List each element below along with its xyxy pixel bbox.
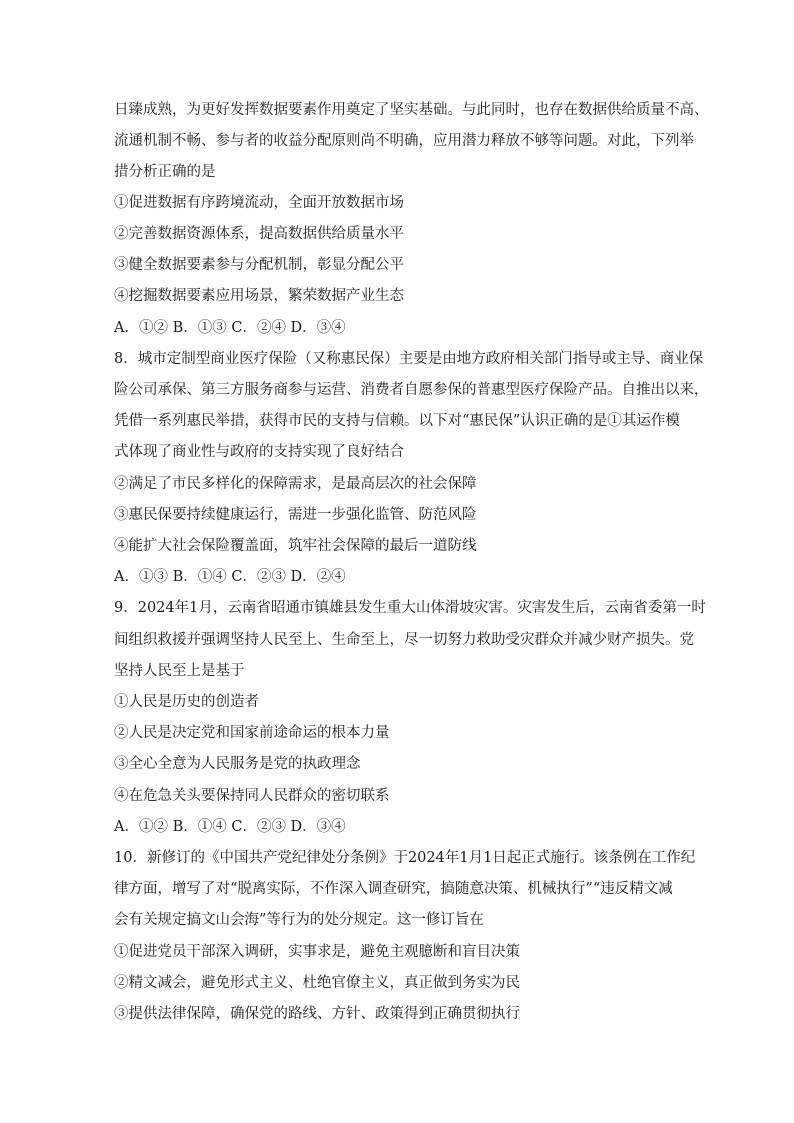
question-9-line: 坚持人民至上是基于 xyxy=(114,663,245,679)
question-8-line: 凭借一系列惠民举措，获得市民的支持与信赖。以下对“惠民保”认识正确的是①其运作模 xyxy=(114,413,680,429)
option-line: ①人民是历史的创造者 xyxy=(114,694,259,710)
option-line: ④挖掘数据要素应用场景，繁荣数据产业生态 xyxy=(114,288,404,304)
option-line: ②满足了市民多样化的保障需求，是最高层次的社会保障 xyxy=(114,476,477,492)
option-line: ③惠民保要持续健康运行，需进一步强化监管、防范风险 xyxy=(114,507,477,523)
option-line: ②完善数据资源体系，提高数据供给质量水平 xyxy=(114,226,404,242)
option-line: ②人民是决定党和国家前途命运的根本力量 xyxy=(114,725,390,741)
option-line: ④能扩大社会保险覆盖面，筑牢社会保障的最后一道防线 xyxy=(114,538,477,554)
question-9-line: 间组织救援并强调坚持人民至上、生命至上，尽一切努力救助受灾群众并减少财产损失。党 xyxy=(114,632,694,648)
question-10-line: 10．新修订的《中国共产党纪律处分条例》于2024年1月1日起正式施行。该条例在工作纪 xyxy=(114,850,696,866)
option-line: ③健全数据要素参与分配机制，彰显分配公平 xyxy=(114,257,404,273)
answer-choices: A．①② B．①④ C．②③ D．③④ xyxy=(114,819,346,835)
question-10-line: 律方面，增写了对“脱离实际，不作深入调查研究，搞随意决策、机械执行”“违反精文减 xyxy=(114,881,673,897)
text-line: 日臻成熟，为更好发挥数据要素作用奠定了坚实基础。与此同时，也存在数据供给质量不高、 xyxy=(114,102,709,118)
option-line: ③提供法律保障，确保党的路线、方针、政策得到正确贯彻执行 xyxy=(114,1006,520,1022)
option-line: ③全心全意为人民服务是党的执政理念 xyxy=(114,756,361,772)
question-10-line: 会有关规定搞文山会海”等行为的处分规定。这一修订旨在 xyxy=(114,912,484,928)
option-line: ④在危急关头要保持同人民群众的密切联系 xyxy=(114,788,390,804)
text-line: 流通机制不畅、参与者的收益分配原则尚不明确，应用潜力释放不够等问题。对此，下列举 xyxy=(114,133,694,149)
option-line: ①促进数据有序跨境流动，全面开放数据市场 xyxy=(114,195,404,211)
question-8-line: 8．城市定制型商业医疗保险（又称惠民保）主要是由地方政府相关部门指导或主导、商业保 xyxy=(114,351,704,367)
answer-choices: A．①③ B．①④ C．②③ D．②④ xyxy=(114,569,346,585)
question-8-line: 式体现了商业性与政府的支持实现了良好结合 xyxy=(114,444,404,460)
option-line: ①促进党员干部深入调研，实事求是，避免主观臆断和盲目决策 xyxy=(114,944,520,960)
text-line: 措分析正确的是 xyxy=(114,164,216,180)
answer-choices: A．①② B．①③ C．②④ D．③④ xyxy=(114,320,346,336)
question-8-line: 险公司承保、第三方服务商参与运营、消费者自愿参保的普惠型医疗保险产品。自推出以来， xyxy=(114,382,709,398)
option-line: ②精文减会，避免形式主义、杜绝官僚主义，真正做到务实为民 xyxy=(114,975,520,991)
question-9-line: 9．2024年1月，云南省昭通市镇雄县发生重大山体滑坡灾害。灾害发生后，云南省委第一时 xyxy=(114,600,706,616)
